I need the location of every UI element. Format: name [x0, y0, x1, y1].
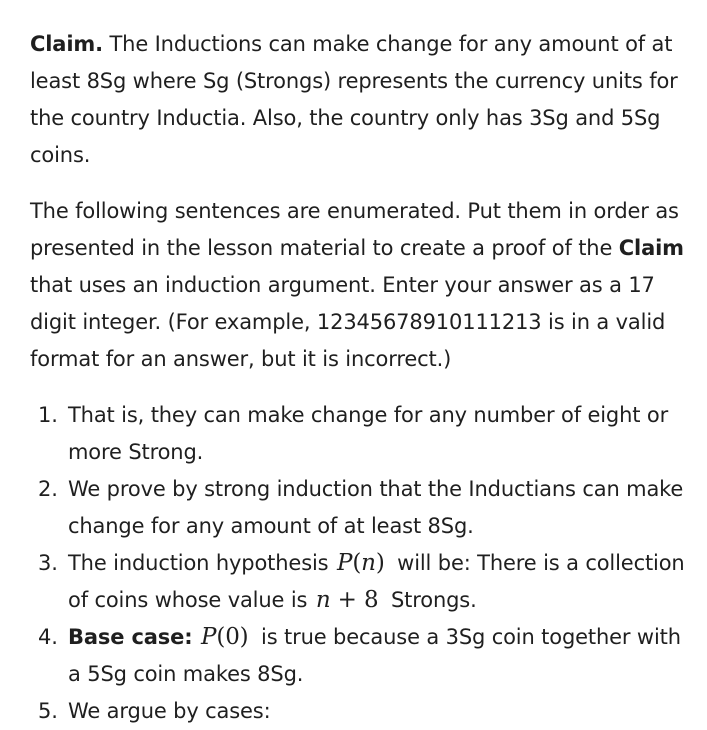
math-p-of-0 [199, 624, 254, 650]
instructions-claim-word: Claim [618, 236, 684, 260]
list-item-5 [30, 693, 695, 730]
claim-text: The Inductions can make change for any amount of at least 8Sg where Sg (Strongs) represents the currency units for the country Inductia. Also, the country only has 3Sg and 5Sg coins. [30, 32, 678, 167]
math-paren: ) [375, 550, 385, 576]
item-text: We argue by cases: [68, 699, 271, 723]
math-op: + 8 [330, 587, 379, 613]
instructions-text-after: that uses an induction argument. Enter your answer as a 17 digit integer. (For example, 12345678910111213 is in a valid format for an answer, but it is incorrect.) [30, 273, 666, 371]
math-p-of-n [335, 550, 391, 576]
item-number: 4. [38, 625, 58, 649]
claim-paragraph [30, 26, 695, 174]
list-item-1 [30, 397, 695, 471]
base-case-label: Base case: [68, 625, 193, 649]
math-paren: ) [239, 624, 249, 650]
item-number: 5. [38, 699, 58, 723]
item-number: 1. [38, 403, 58, 427]
item-text-middle: will be: There is a collection of coins whose value is [68, 551, 685, 612]
problem-content [30, 26, 695, 730]
item-text-before: The induction hypothesis [68, 551, 335, 575]
claim-label: Claim. [30, 32, 103, 56]
instructions-text-before: The following sentences are enumerated. Put them in order as presented in the lesson material to create a proof of the [30, 199, 679, 260]
math-paren: ( [352, 550, 362, 576]
instructions-paragraph [30, 193, 695, 378]
item-text: We prove by strong induction that the Inductians can make change for any amount of at least 8Sg. [68, 477, 684, 538]
sentence-list [30, 397, 695, 730]
math-n-plus-8 [314, 587, 385, 613]
math-var: P [201, 624, 217, 650]
item-number: 2. [38, 477, 58, 501]
item-text: That is, they can make change for any number of eight or more Strong. [68, 403, 669, 464]
list-item-4 [30, 619, 695, 693]
list-item-2 [30, 471, 695, 545]
math-var: n [315, 587, 331, 613]
item-text: is true because a 3Sg coin together with a 5Sg coin makes 8Sg. [68, 625, 681, 686]
list-item-3 [30, 545, 695, 619]
item-number: 3. [38, 551, 58, 575]
item-text-after: Strongs. [384, 588, 477, 612]
math-paren: ( [216, 624, 226, 650]
math-var: P [336, 550, 353, 576]
math-arg: n [361, 550, 376, 576]
math-arg: 0 [225, 624, 240, 650]
